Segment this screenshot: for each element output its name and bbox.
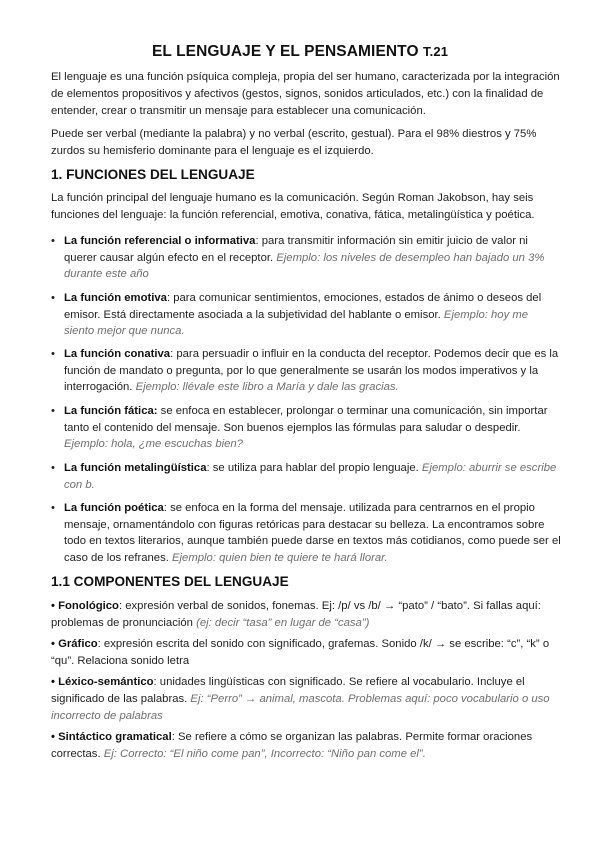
item-example: Ejemplo: hola, ¿me escuchas bien? (64, 438, 243, 450)
item-example: Ejemplo: aburrir se escribe con b. (64, 462, 557, 491)
item-text: : para persuadir o influir en la conducta del receptor. Podemos decir que es la función de mandato o pregunta, por lo que generalmente se usarán los modos imperativos y la interrogación. (64, 348, 559, 393)
item-term: La función metalingüística (64, 462, 207, 474)
component-item (51, 674, 561, 725)
item-term: La función referencial o informativa (64, 235, 256, 247)
item-example: Ejemplo: los niveles de desempleo han bajado un 3% durante este año (64, 251, 545, 280)
component-term: • Gráfico (51, 638, 98, 650)
bullet-icon: • (51, 235, 55, 247)
component-example: Ej: “Perro” → animal, mascota. Problemas aquí: poco vocabulario o uso incorrecto de palabras (51, 693, 550, 722)
component-text: : expresión escrita del sonido con significado, grafemas. Sonido /k/ → se escribe: “c”, “k” o “qu”. Relaciona sonido letra (51, 638, 550, 667)
item-text: : para comunicar sentimientos, emociones, estados de ánimo o deseos del emisor. Está directamente asociada a la subjetividad del hablante o emisor. (64, 292, 542, 321)
item-text: : se enfoca en la forma del mensaje. utilizada para centrarnos en el propio mensaje, ornamentándolo con figuras retóricas para destacar su belleza. La encontramos sobre todo en textos literarios, aunque también puede darse en textos más cotidianos, como puede ser el caso de los refranes. (64, 502, 561, 564)
item-example: Ejemplo: llévale este libro a María y dale las gracias. (135, 381, 399, 393)
list-item (51, 403, 561, 453)
page-title (0, 43, 600, 61)
section-heading-funciones: 1. FUNCIONES DEL LENGUAJE (51, 167, 255, 182)
item-text: : se utiliza para hablar del propio lenguaje. (206, 462, 422, 474)
title-text: EL LENGUAJE Y EL PENSAMIENTO (151, 43, 419, 60)
component-term: • Sintáctico gramatical (51, 731, 172, 743)
component-item (51, 598, 561, 632)
intro-paragraph-1: El lenguaje es una función psíquica compleja, propia del ser humano, caracterizada por la integración de elementos propositivos y afectivos (gestos, signos, sonidos articulados, etc.) con la finalidad de entender, crear o transmitir un mensaje para establecer una comunicación. (51, 71, 560, 117)
bullet-icon: • (51, 292, 55, 304)
list-item (51, 460, 561, 493)
component-example: Ej: Correcto: “El niño come pan”, Incorrecto: “Niño pan come el”. (103, 748, 426, 760)
component-term: • Fonológico (51, 600, 119, 612)
component-text: : Se refiere a cómo se organizan las palabras. Permite formar oraciones correctas. (51, 731, 533, 760)
list-item (51, 346, 561, 396)
intro-paragraph-2: Puede ser verbal (mediante la palabra) y no verbal (escrito, gestual). Para el 98% diestros y 75% zurdos su hemisferio dominante para el lenguaje es el izquierdo. (51, 128, 537, 157)
component-text: : unidades lingüísticas con significado. Se refiere al vocabulario. Incluye el significado de las palabras. (51, 676, 525, 705)
item-term: La función poética (64, 502, 164, 514)
component-item (51, 636, 561, 670)
item-text: se enfoca en establecer, prolongar o terminar una comunicación, sin importar tanto el contenido del mensaje. Son buenos ejemplos las fórmulas para saludar o despedir. (64, 405, 548, 434)
component-term: • Léxico-semántico (51, 676, 154, 688)
bullet-icon: • (51, 405, 55, 417)
bullet-icon: • (51, 348, 55, 360)
section-funciones-intro: La función principal del lenguaje humano es la comunicación. Según Roman Jakobson, hay seis funciones del lenguaje: la función referencial, emotiva, conativa, fática, metalingüística y poética. (51, 192, 535, 221)
bullet-icon: • (51, 502, 55, 514)
bullet-icon: • (51, 462, 55, 474)
list-item (51, 500, 561, 566)
item-term: La función fática: (64, 405, 158, 417)
item-example: Ejemplo: quien bien te quiere te hará llorar. (172, 551, 388, 564)
item-term: La función conativa (64, 348, 171, 360)
item-term: La función emotiva (64, 292, 167, 304)
component-example: (ej: decir “tasa” en lugar de “casa”) (196, 617, 370, 629)
item-example: Ejemplo: hoy me siento mejor que nunca. (64, 308, 529, 337)
section-heading-componentes: 1.1 COMPONENTES DEL LENGUAJE (51, 574, 289, 589)
list-item (51, 233, 561, 283)
item-text: : para transmitir información sin emitir juicio de valor ni querer causar algún efecto en el receptor. (64, 235, 528, 264)
component-item (51, 729, 561, 763)
title-suffix: T.21 (423, 44, 449, 59)
list-item (51, 290, 561, 340)
component-text: : expresión verbal de sonidos, fonemas. Ej: /p/ vs /b/ → “pato” / “bato”. Si fallas aquí: problemas de pronunciación (51, 600, 541, 629)
